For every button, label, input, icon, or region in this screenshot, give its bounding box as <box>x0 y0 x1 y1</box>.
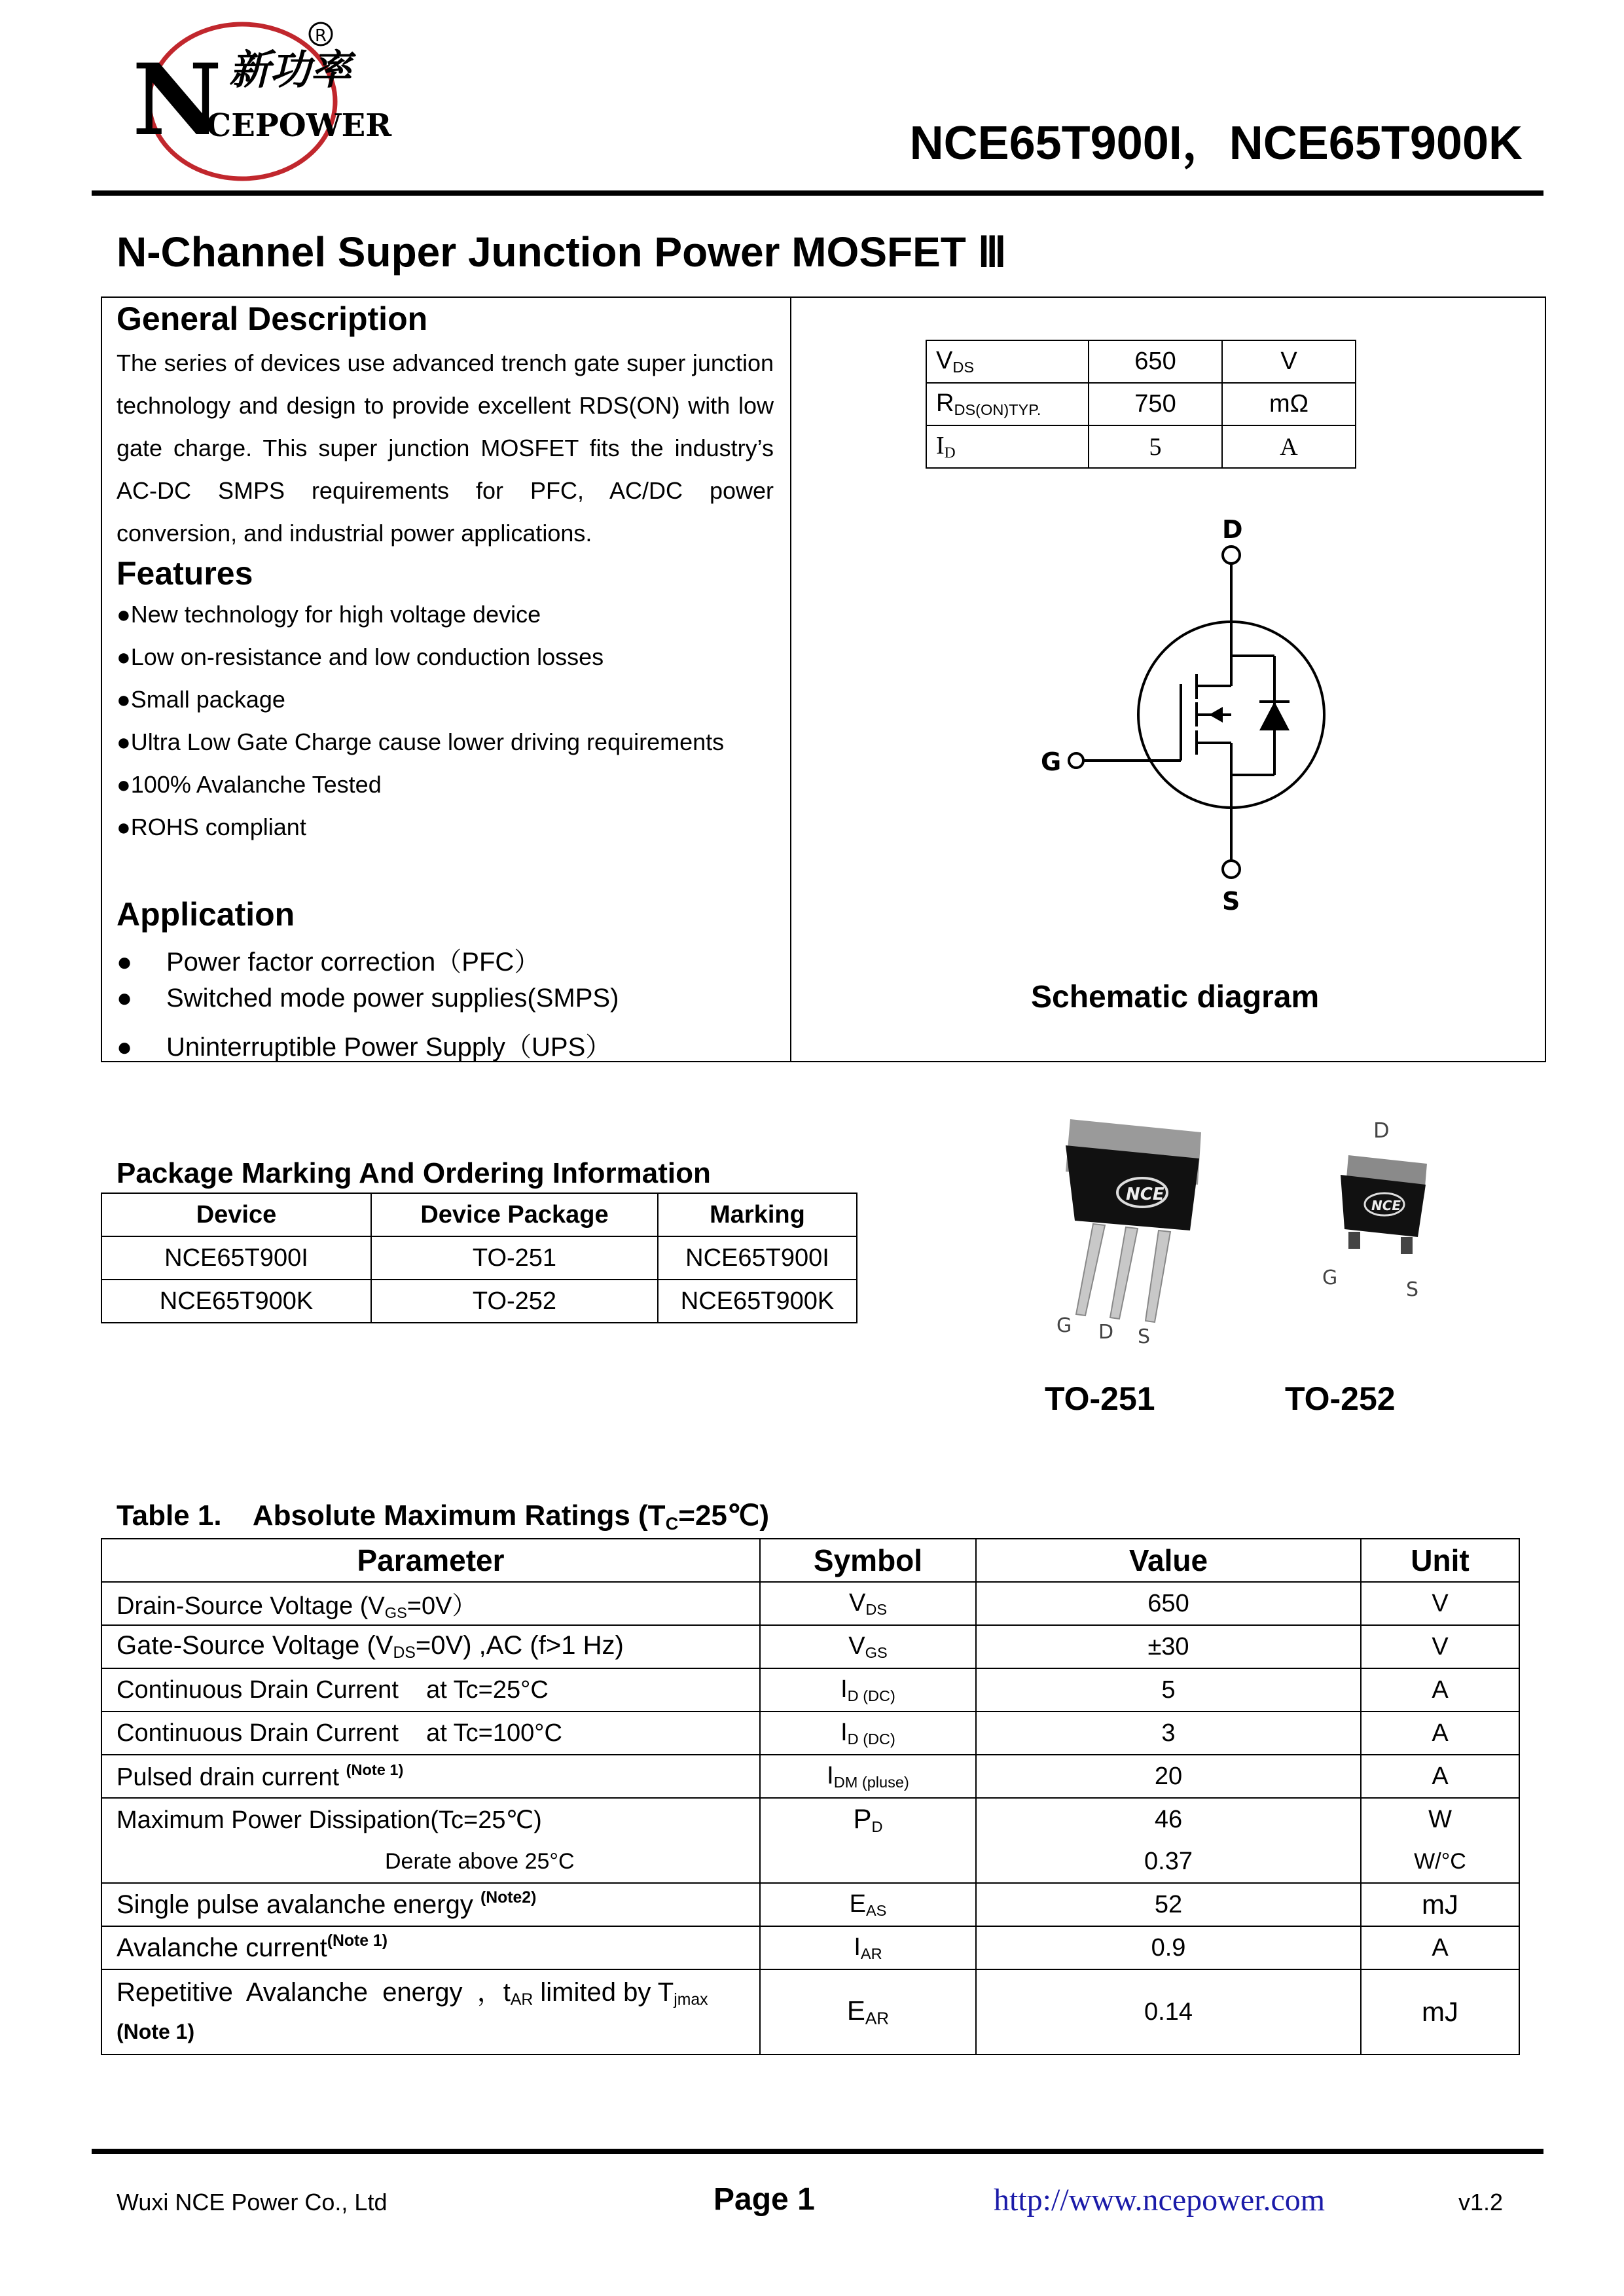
parameter-cell: Continuous Drain Current at Tc=100°C <box>101 1712 760 1755</box>
value-cell: 0.9 <box>976 1926 1361 1969</box>
table-row <box>101 1668 1519 1712</box>
value-cell: 20 <box>976 1755 1361 1798</box>
ordering-table <box>101 1193 857 1323</box>
feature-item: ●Small package <box>117 686 285 713</box>
column-header: Marking <box>658 1193 857 1236</box>
value-cell: 650 <box>976 1582 1361 1625</box>
bullet-icon: ● <box>117 643 131 670</box>
table-cell: TO-251 <box>371 1236 658 1280</box>
symbol-cell: $V_{DS}$ <box>760 1582 976 1625</box>
table-cell: NCE65T900I <box>658 1236 857 1280</box>
table-row <box>101 1755 1519 1798</box>
to252-label: TO-252 <box>1285 1380 1396 1417</box>
symbol-cell <box>760 1840 976 1883</box>
bullet-icon: ● <box>117 686 131 713</box>
param-unit: V <box>1222 340 1356 383</box>
application-item: ● Power factor correction（PFC） <box>117 948 541 977</box>
symbol-cell: $I_{D (DC)}$ <box>760 1668 976 1712</box>
version-label: v1.2 <box>1458 2189 1504 2215</box>
parameter-cell: Avalanche current$^{(Note 1)}$ <box>101 1926 760 1969</box>
table-row <box>101 1840 1519 1883</box>
table-row <box>101 1926 1519 1969</box>
unit-cell: mJ <box>1361 1883 1519 1926</box>
page-number: Page 1 <box>713 2182 815 2217</box>
unit-cell: W/°C <box>1361 1840 1519 1883</box>
column-header: Parameter <box>101 1539 760 1582</box>
bullet-icon: ● <box>117 948 133 977</box>
table-row <box>101 1798 1519 1840</box>
to252-package-image <box>1309 1106 1453 1316</box>
column-header: Value <box>976 1539 1361 1582</box>
product-subtitle: N-Channel Super Junction Power MOSFET Ⅲ <box>117 228 1007 276</box>
symbol-cell: $I_{AR}$ <box>760 1926 976 1969</box>
registered-icon: R <box>315 26 327 46</box>
ratings-title: Table 1. Absolute Maximum Ratings $(T_C=25℃)$ <box>117 1499 769 1534</box>
table-header-row <box>101 1193 857 1236</box>
symbol-cell: $E_{AS}$ <box>760 1883 976 1926</box>
pin-label: S <box>1138 1325 1151 1348</box>
value-cell: 0.37 <box>976 1840 1361 1883</box>
table-cell: TO-252 <box>371 1280 658 1323</box>
mosfet-schematic <box>1021 511 1362 916</box>
schematic-caption: Schematic diagram <box>1031 980 1320 1014</box>
footer-rule <box>92 2149 1543 2154</box>
website-link[interactable]: http://www.ncepower.com <box>994 2183 1326 2217</box>
unit-cell: A <box>1361 1668 1519 1712</box>
column-header: Symbol <box>760 1539 976 1582</box>
footer-company: Wuxi NCE Power Co., Ltd <box>117 2189 388 2215</box>
table-cell: NCE65T900K <box>101 1280 371 1323</box>
value-cell: 5 <box>976 1668 1361 1712</box>
param-unit: mΩ <box>1222 383 1356 425</box>
absolute-maximum-ratings-table <box>101 1538 1520 2055</box>
param-symbol: $V_{DS}$ <box>926 340 1089 383</box>
drain-label: D <box>1222 515 1243 544</box>
bullet-icon: ● <box>117 984 133 1013</box>
feature-item: ●100% Avalanche Tested <box>117 771 382 798</box>
overview-divider <box>790 296 791 1062</box>
table-row <box>926 425 1356 468</box>
table-cell: NCE65T900K <box>658 1280 857 1323</box>
logo-en-text: CEPOWER <box>206 107 392 144</box>
parameter-cell: Maximum Power Dissipation(Tc=25℃) <box>101 1798 760 1840</box>
value-cell: 0.14 <box>976 1969 1361 2054</box>
symbol-cell: $E_{AR}$ <box>760 1969 976 2054</box>
feature-item: ●Ultra Low Gate Charge cause lower driving requirements <box>117 728 725 755</box>
column-header: Device Package <box>371 1193 658 1236</box>
application-heading: Application <box>117 896 295 933</box>
table-row <box>101 1883 1519 1926</box>
param-unit: A <box>1222 425 1356 468</box>
table-row <box>101 1625 1519 1668</box>
to251-package-image <box>1028 1106 1224 1368</box>
feature-item: ●Low on-resistance and low conduction losses <box>117 643 604 670</box>
parameter-cell: Pulsed drain current $^{(Note 1)}$ <box>101 1755 760 1798</box>
application-item: ● Uninterruptible Power Supply（UPS） <box>117 1033 612 1062</box>
parameter-cell: Continuous Drain Current at Tc=25°C <box>101 1668 760 1712</box>
unit-cell: W <box>1361 1798 1519 1840</box>
table-row <box>926 340 1356 383</box>
pin-label: G <box>1322 1266 1338 1289</box>
key-parameters-table <box>926 340 1356 469</box>
param-symbol: $R_{DS(ON)TYP.}$ <box>926 383 1089 425</box>
unit-cell: A <box>1361 1712 1519 1755</box>
symbol-cell: $P_D$ <box>760 1798 976 1840</box>
table-row <box>926 383 1356 425</box>
table-row <box>101 1236 857 1280</box>
symbol-cell: $I_{DM (pluse)}$ <box>760 1755 976 1798</box>
unit-cell: A <box>1361 1926 1519 1969</box>
gate-label: G <box>1041 747 1062 776</box>
bullet-icon: ● <box>117 1033 133 1062</box>
column-header: Unit <box>1361 1539 1519 1582</box>
general-description-heading: General Description <box>117 300 428 337</box>
features-heading: Features <box>117 555 253 592</box>
pin-label: D <box>1098 1321 1114 1344</box>
feature-item: ●ROHS compliant <box>117 814 306 840</box>
unit-cell: V <box>1361 1582 1519 1625</box>
bullet-icon: ● <box>117 771 131 798</box>
parameter-cell: Single pulse avalanche energy $^{(Note2)}$ <box>101 1883 760 1926</box>
to251-label: TO-251 <box>1045 1380 1155 1417</box>
parameter-cell: Gate-Source Voltage $(V_{DS}=0V)$ ,AC (f>1 Hz) <box>101 1625 760 1668</box>
table-header-row <box>101 1539 1519 1582</box>
symbol-cell: $V_{GS}$ <box>760 1625 976 1668</box>
table-row <box>101 1582 1519 1625</box>
value-cell: 46 <box>976 1798 1361 1840</box>
document-title: NCE65T900I，NCE65T900K <box>909 117 1523 170</box>
chip-logo: NCE <box>1371 1198 1401 1213</box>
symbol-cell: $I_{D (DC)}$ <box>760 1712 976 1755</box>
column-header: Device <box>101 1193 371 1236</box>
table-row <box>101 1280 857 1323</box>
pin-label: S <box>1406 1278 1419 1301</box>
param-value: 750 <box>1089 383 1222 425</box>
chip-logo: NCE <box>1126 1185 1164 1204</box>
application-item: ● Switched mode power supplies(SMPS) <box>117 984 619 1013</box>
pin-label: D <box>1373 1118 1390 1143</box>
unit-cell: mJ <box>1361 1969 1519 2054</box>
table-row <box>101 1969 1519 2054</box>
company-logo <box>92 13 392 193</box>
bullet-icon: ● <box>117 814 131 840</box>
value-cell: 3 <box>976 1712 1361 1755</box>
unit-cell: V <box>1361 1625 1519 1668</box>
bullet-icon: ● <box>117 728 131 755</box>
table-cell: NCE65T900I <box>101 1236 371 1280</box>
logo-n-letter: N <box>132 43 223 158</box>
ordering-heading: Package Marking And Ordering Information <box>117 1157 711 1189</box>
value-cell: 52 <box>976 1883 1361 1926</box>
parameter-cell: Repetitive Avalanche energy ，$t_{AR}$ limited by $T_{jmax}$ (Note 1) <box>101 1969 760 2054</box>
parameter-cell: Derate above 25°C <box>101 1840 760 1883</box>
pin-label: G <box>1056 1314 1072 1337</box>
parameter-cell: Drain-Source Voltage $(V_{GS}=0V)$ <box>101 1582 760 1625</box>
param-symbol: $I_D$ <box>926 425 1089 468</box>
logo-cn-text: 新功率 <box>229 46 352 94</box>
general-description-text: The series of devices use advanced trench gate super junction technology and design to provide excellent RDS(ON) with low gate charge. This super junction MOSFET fits the industry’s AC-DC SMPS requirements for PFC, AC/DC power conversion, and industrial power applications. <box>117 350 774 547</box>
value-cell: ±30 <box>976 1625 1361 1668</box>
param-value: 650 <box>1089 340 1222 383</box>
header-rule <box>92 190 1543 196</box>
unit-cell: A <box>1361 1755 1519 1798</box>
feature-item: ●New technology for high voltage device <box>117 601 541 628</box>
param-value: 5 <box>1089 425 1222 468</box>
bullet-icon: ● <box>117 601 131 628</box>
source-label: S <box>1222 887 1240 916</box>
table-row <box>101 1712 1519 1755</box>
